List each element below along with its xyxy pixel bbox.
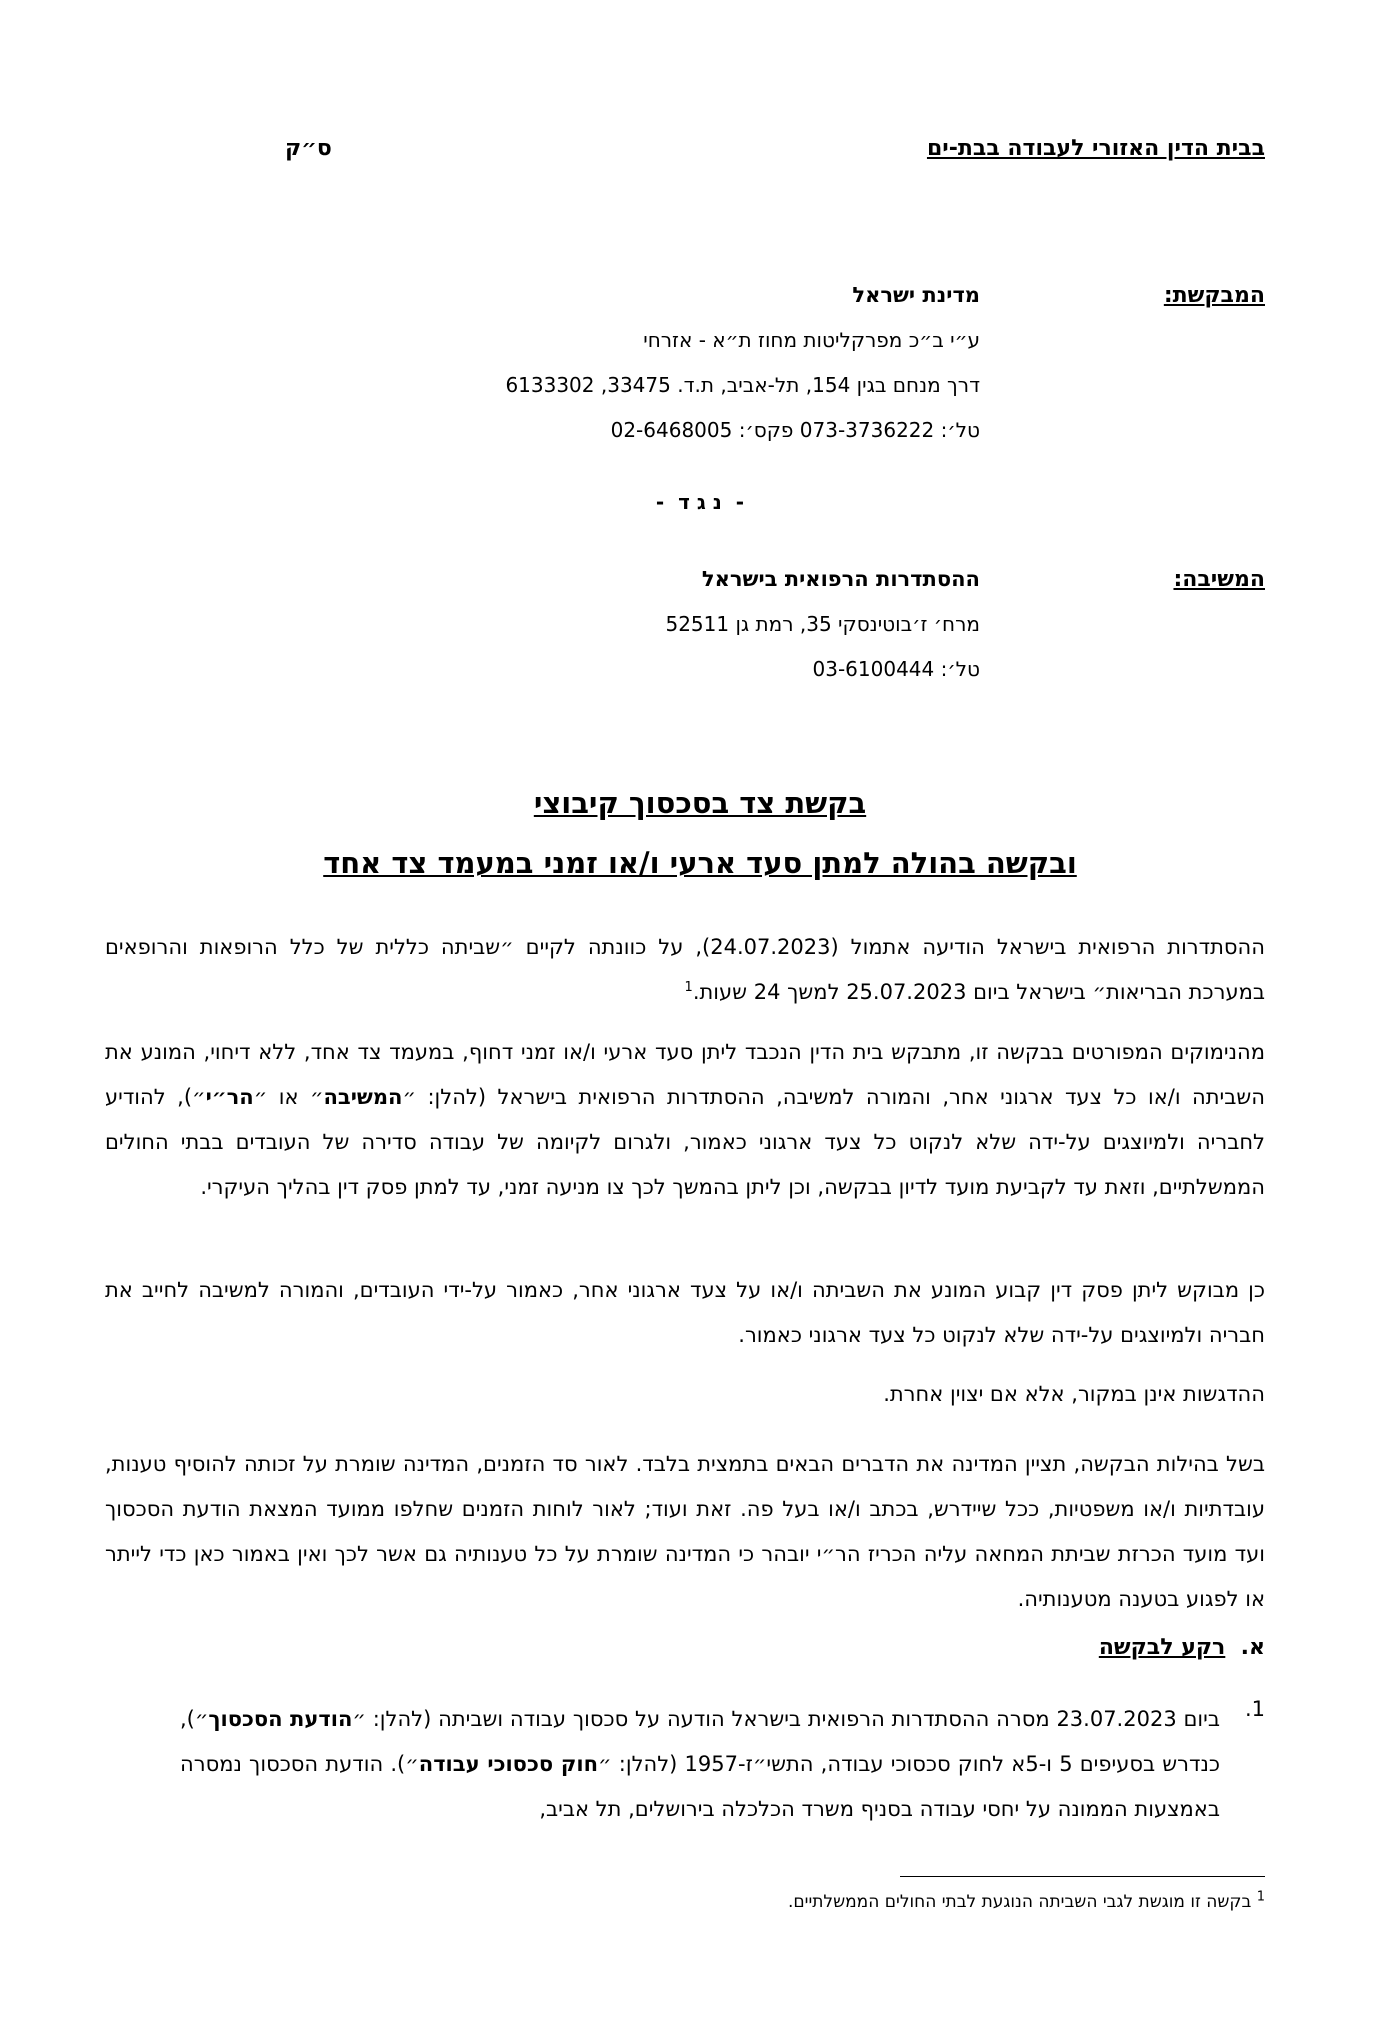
applicant-representative: ע״י ב״כ מפרקליטות מחוז ת״א - אזרחי xyxy=(643,328,980,352)
section-a-letter: א. xyxy=(1240,1635,1265,1660)
paragraph-permanent-ruling: כן מבוקש ליתן פסק דין קבוע המונע את השביתה ו/או על צעד ארגוני אחר, כאמור על-ידי העובדים, והמורה למשיבה לחייב את חבריה ולמיוצגים על-ידה שלא לנקוט כל צעד ארגוני כאמור. xyxy=(105,1278,1265,1347)
applicant-label: המבקשת: xyxy=(1163,283,1265,308)
footnote-ref[interactable]: 1 xyxy=(684,980,693,995)
applicant-name: מדינת ישראל xyxy=(852,283,980,307)
paragraph-request: מהנימוקים המפורטים בבקשה זו, מתבקש בית הדין הנכבד ליתן סעד ארעי ו/או זמני דחוף, במעמד צד אחד, ללא דיחוי, המונע את השביתה ו/או כל צעד ארגוני אחר, והמורה למשיבה, ההסתדרות הרפואית בישראל (להלן: ״המשיבה״ או ״הר״י״), להודיע לחבריה ולמיוצגים על-ידה שלא לנקוט כל צעד ארגוני כאמור, ולגרום לקיומה של עבודה סדירה של העובדים בבתי החולים הממשלתיים, וזאת עד לקביעת מועד לדיון בבקשה, וכן ליתן בהמשך לכך צו מניעה זמני, עד למתן פסק דין בהליך העיקרי. xyxy=(105,1040,1265,1199)
classification-mark: ס״ק xyxy=(285,136,332,161)
section-a-heading xyxy=(1099,1635,1265,1660)
respondent-name: ההסתדרות הרפואית בישראל xyxy=(701,567,980,591)
item-1-text: ביום 23.07.2023 מסרה ההסתדרות הרפואית בישראל הודעה על סכסוך עבודה ושביתה (להלן: ״הודעת הסכסוך״), כנדרש בסעיפים 5 ו-5א לחוק סכסוכי עבודה, התשי״ז-1957 (להלן: ״חוק סכסוכי עבודה״). הודעת הסכסוך נמסרה באמצעות הממונה על יחסי עבודה בסניף משרד הכלכלה בירושלים, תל אביב, xyxy=(180,1707,1221,1821)
paragraph-emphasis-note: ההדגשות אינן במקור, אלא אם יצוין אחרת. xyxy=(883,1382,1265,1406)
respondent-label: המשיבה: xyxy=(1173,567,1265,592)
section-a-title: רקע לבקשה xyxy=(1098,1635,1226,1660)
respondent-phone: טל׳: 03-6100444 xyxy=(812,657,980,681)
applicant-phone: טל׳: 073-3736222 פקס׳: 02-6468005 xyxy=(610,418,980,442)
court-title: בבית הדין האזורי לעבודה בבת-ים xyxy=(926,136,1265,161)
versus-separator: - נ ג ד - xyxy=(655,490,745,514)
footnote xyxy=(787,1889,1265,1912)
document-title: בקשת צד בסכסוך קיבוצי xyxy=(533,786,867,820)
respondent-address: מרח׳ ז׳בוטינסקי 35, רמת גן 52511 xyxy=(665,612,980,636)
paragraph-urgency: בשל בהילות הבקשה, תציין המדינה את הדברים הבאים בתמצית בלבד. לאור סד הזמנים, המדינה שומרת על זכותה להוסיף טענות, עובדתיות ו/או משפטיות, ככל שיידרש, בכתב ו/או בעל פה. זאת ועוד; לאור לוחות הזמנים שחלפו ממועד המצאת הודעת הסכסוך ועד מועד הכרזת שביתת המחאה עליה הכריז הר״י יובהר כי המדינה שומרת על כל טענותיה גם אשר לכך ואין באמור כאן כדי לייתר או לפגוע בטענה מטענותיה. xyxy=(105,1452,1265,1611)
document-subtitle: ובקשה בהולה למתן סעד ארעי ו/או זמני במעמד צד אחד xyxy=(323,846,1077,880)
item-1-number: 1. xyxy=(1244,1697,1265,1721)
footnote-text: בקשה זו מוגשת לגבי השביתה הנוגעת לבתי החולים הממשלתיים. xyxy=(787,1892,1252,1912)
paragraph-intro: ההסתדרות הרפואית בישראל הודיעה אתמול (24.07.2023), על כוונתה לקיים ״שביתה כללית של כלל הרופאות והרופאים במערכת הבריאות״ בישראל ביום 25.07.2023 למשך 24 שעות.$^1$ xyxy=(105,935,1265,1004)
footnote-number: 1 xyxy=(1256,1889,1265,1905)
footnote-divider xyxy=(900,1876,1265,1877)
applicant-address: דרך מנחם בגין 154, תל-אביב, ת.ד. 33475, 6133302 xyxy=(505,373,980,397)
